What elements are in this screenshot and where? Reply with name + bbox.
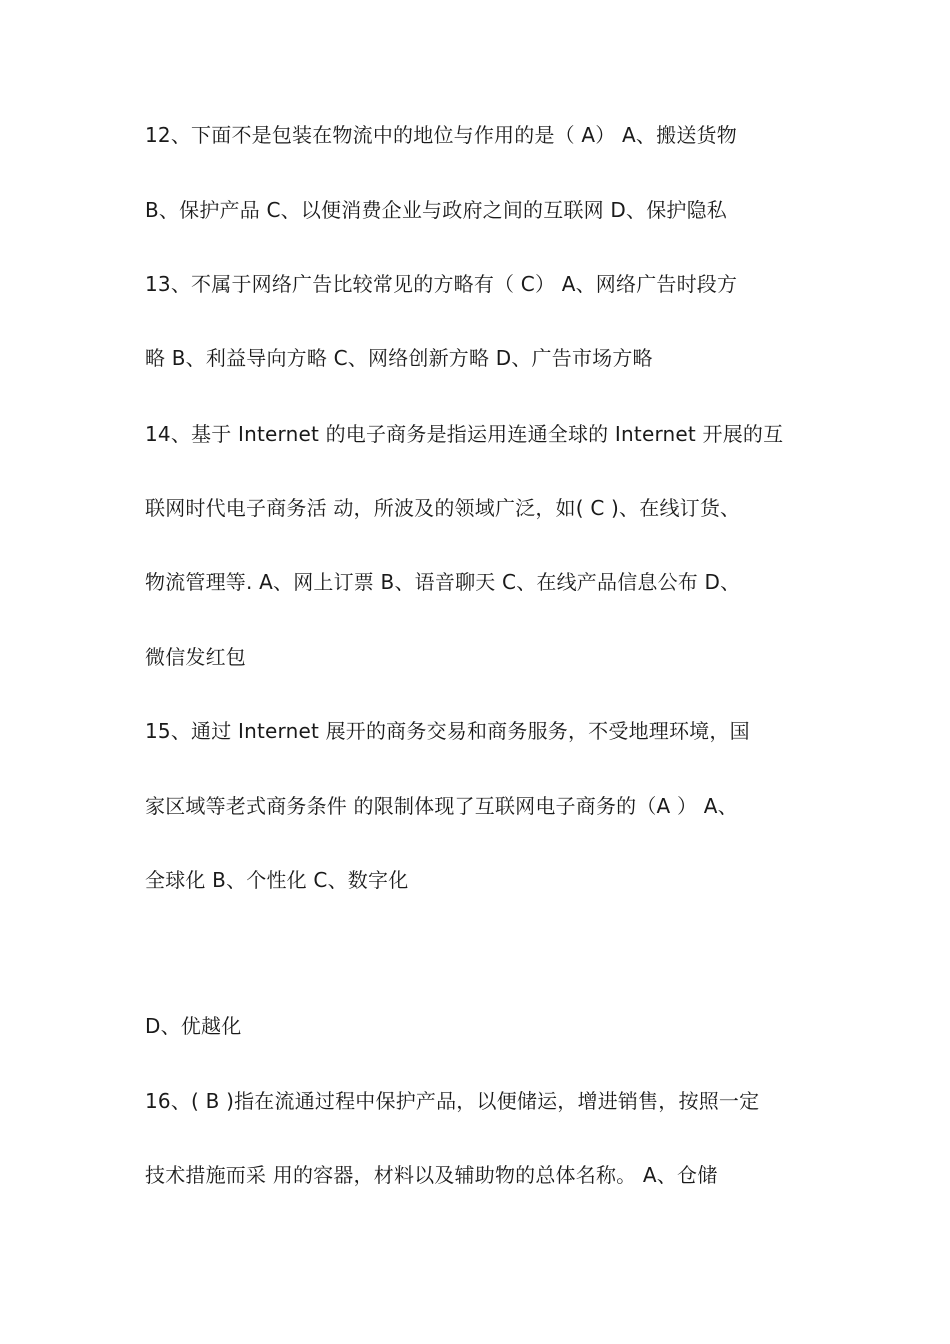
text-line-q16-2: 技术措施而采 用的容器，材料以及辅助物的总体名称。 A、仓储 (145, 1163, 718, 1187)
text-line-q12-1: 12、下面不是包装在物流中的地位与作用的是（ A） A、搬送货物 (145, 123, 737, 147)
text-line-q15-2: 家区域等老式商务条件 的限制体现了互联网电子商务的（A ） A、 (145, 794, 738, 818)
text-line-q13-1: 13、不属于网络广告比较常见的方略有（ C） A、网络广告时段方 (145, 272, 738, 296)
text-line-q14-4: 微信发红包 (145, 645, 246, 669)
text-line-q16-1: 16、( B )指在流通过程中保护产品，以便储运，增进销售，按照一定 (145, 1089, 760, 1113)
text-line-q12-2: B、保护产品 C、以便消费企业与政府之间的互联网 D、保护隐私 (145, 198, 728, 222)
text-line-q15-4: D、优越化 (145, 1014, 242, 1038)
text-line-q13-2: 略 B、利益导向方略 C、网络创新方略 D、广告市场方略 (145, 346, 653, 370)
text-line-q15-1: 15、通过 Internet 展开的商务交易和商务服务，不受地理环境，国 (145, 719, 750, 743)
text-line-q14-2: 联网时代电子商务活 动，所波及的领域广泛，如( C )、在线订货、 (145, 496, 741, 520)
text-line-q14-3: 物流管理等. A、网上订票 B、语音聊天 C、在线产品信息公布 D、 (145, 570, 741, 594)
text-line-q15-3: 全球化 B、个性化 C、数字化 (145, 868, 409, 892)
text-line-q14-1: 14、基于 Internet 的电子商务是指运用连通全球的 Internet 开展的互 (145, 422, 784, 446)
